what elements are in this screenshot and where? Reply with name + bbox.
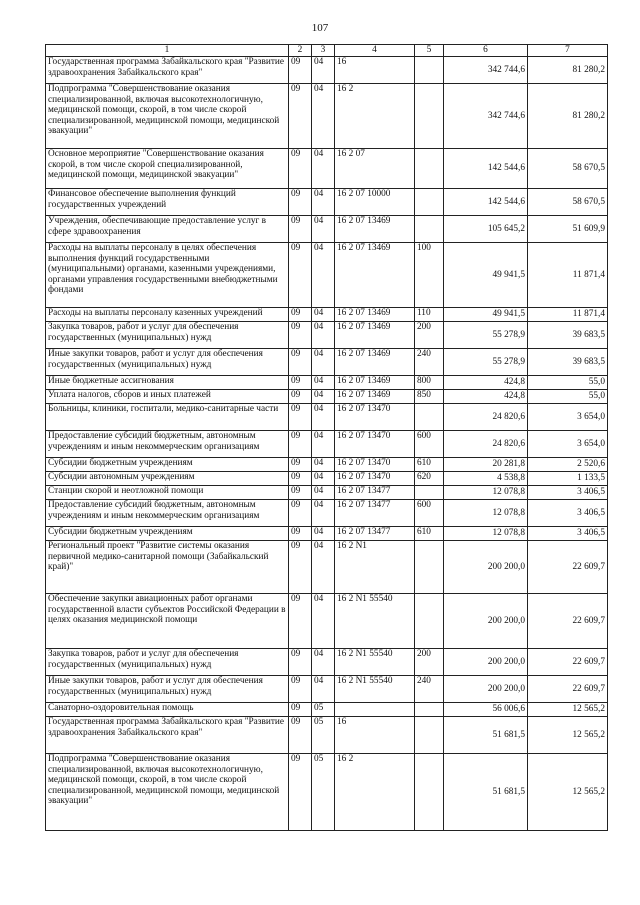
table-row: [46, 376, 608, 390]
table-row: [46, 84, 608, 149]
table-row: [46, 754, 608, 831]
subsection-code-cell: 04: [312, 472, 335, 486]
amount-executed-cell: 55,0: [528, 376, 608, 390]
column-header: 2: [289, 45, 312, 57]
row-name-cell: Иные закупки товаров, работ и услуг для обеспечения государственных (муниципальных) нужд: [46, 676, 289, 703]
amount-executed-cell: 11 871,4: [528, 243, 608, 308]
target-article-cell: 16 2 07 13470: [335, 458, 415, 472]
section-code-cell: 09: [289, 376, 312, 390]
amount-plan-cell: 12 078,8: [444, 486, 528, 500]
row-name-cell: Больницы, клиники, госпитали, медико-санитарные части: [46, 404, 289, 431]
table-row: [46, 458, 608, 472]
table-row: [46, 594, 608, 649]
target-article-cell: 16 2 07 13469: [335, 308, 415, 322]
table-row: [46, 676, 608, 703]
subsection-code-cell: 05: [312, 717, 335, 754]
section-code-cell: 09: [289, 541, 312, 594]
row-name-cell: Закупка товаров, работ и услуг для обеспечения государственных (муниципальных) нужд: [46, 649, 289, 676]
target-article-cell: 16: [335, 57, 415, 84]
section-code-cell: 09: [289, 500, 312, 527]
expense-type-cell: 620: [415, 472, 444, 486]
table-row: [46, 243, 608, 308]
expense-type-cell: 610: [415, 527, 444, 541]
section-code-cell: 09: [289, 472, 312, 486]
amount-plan-cell: 142 544,6: [444, 189, 528, 216]
column-header: 7: [528, 45, 608, 57]
row-name-cell: Основное мероприятие "Совершенствование оказания скорой, в том числе скорой специализированной, медицинской помощи, медицинской эвакуации": [46, 149, 289, 189]
target-article-cell: 16 2 07 13477: [335, 527, 415, 541]
expense-type-cell: 240: [415, 349, 444, 376]
table-row: [46, 349, 608, 376]
expense-type-cell: [415, 84, 444, 149]
table-row: [46, 717, 608, 754]
table-row: [46, 390, 608, 404]
target-article-cell: 16 2 07: [335, 149, 415, 189]
row-name-cell: Государственная программа Забайкальского края "Развитие здравоохранения Забайкальского края": [46, 57, 289, 84]
target-article-cell: 16 2 07 13470: [335, 404, 415, 431]
target-article-cell: 16 2 07 13470: [335, 431, 415, 458]
subsection-code-cell: 04: [312, 376, 335, 390]
table-row: [46, 308, 608, 322]
amount-plan-cell: 56 006,6: [444, 703, 528, 717]
amount-executed-cell: 58 670,5: [528, 189, 608, 216]
page-number: 107: [311, 22, 329, 34]
target-article-cell: 16 2 07 13469: [335, 390, 415, 404]
subsection-code-cell: 04: [312, 84, 335, 149]
target-article-cell: 16 2 07 13477: [335, 486, 415, 500]
subsection-code-cell: 04: [312, 594, 335, 649]
amount-plan-cell: 12 078,8: [444, 500, 528, 527]
section-code-cell: 09: [289, 308, 312, 322]
amount-executed-cell: 3 654,0: [528, 404, 608, 431]
expense-type-cell: 200: [415, 649, 444, 676]
row-name-cell: Иные бюджетные ассигнования: [46, 376, 289, 390]
subsection-code-cell: 04: [312, 527, 335, 541]
amount-plan-cell: 51 681,5: [444, 754, 528, 831]
expense-type-cell: 110: [415, 308, 444, 322]
table-row: [46, 404, 608, 431]
amount-plan-cell: 24 820,6: [444, 404, 528, 431]
subsection-code-cell: 04: [312, 541, 335, 594]
target-article-cell: 16 2: [335, 84, 415, 149]
target-article-cell: 16 2: [335, 754, 415, 831]
target-article-cell: 16 2 07 13469: [335, 376, 415, 390]
expense-type-cell: [415, 216, 444, 243]
amount-plan-cell: 424,8: [444, 390, 528, 404]
amount-plan-cell: 200 200,0: [444, 649, 528, 676]
subsection-code-cell: 04: [312, 500, 335, 527]
section-code-cell: 09: [289, 84, 312, 149]
target-article-cell: 16 2 07 13470: [335, 472, 415, 486]
target-article-cell: 16 2 07 13469: [335, 216, 415, 243]
amount-plan-cell: 200 200,0: [444, 676, 528, 703]
target-article-cell: 16 2 N1 55540: [335, 676, 415, 703]
row-name-cell: Уплата налогов, сборов и иных платежей: [46, 390, 289, 404]
target-article-cell: [335, 703, 415, 717]
amount-plan-cell: 424,8: [444, 376, 528, 390]
amount-plan-cell: 105 645,2: [444, 216, 528, 243]
amount-executed-cell: 81 280,2: [528, 84, 608, 149]
table-row: [46, 703, 608, 717]
subsection-code-cell: 04: [312, 649, 335, 676]
amount-executed-cell: 11 871,4: [528, 308, 608, 322]
amount-plan-cell: 20 281,8: [444, 458, 528, 472]
section-code-cell: 09: [289, 676, 312, 703]
column-header: 1: [46, 45, 289, 57]
amount-executed-cell: 22 609,7: [528, 594, 608, 649]
section-code-cell: 09: [289, 458, 312, 472]
expense-type-cell: 610: [415, 458, 444, 472]
section-code-cell: 09: [289, 431, 312, 458]
table-row: [46, 472, 608, 486]
subsection-code-cell: 04: [312, 486, 335, 500]
row-name-cell: Санаторно-оздоровительная помощь: [46, 703, 289, 717]
subsection-code-cell: 04: [312, 216, 335, 243]
section-code-cell: 09: [289, 57, 312, 84]
table-row: [46, 649, 608, 676]
table-row: [46, 322, 608, 349]
section-code-cell: 09: [289, 649, 312, 676]
amount-plan-cell: 55 278,9: [444, 322, 528, 349]
section-code-cell: 09: [289, 390, 312, 404]
amount-executed-cell: 3 654,0: [528, 431, 608, 458]
row-name-cell: Субсидии бюджетным учреждениям: [46, 527, 289, 541]
amount-executed-cell: 12 565,2: [528, 703, 608, 717]
amount-executed-cell: 22 609,7: [528, 541, 608, 594]
section-code-cell: 09: [289, 717, 312, 754]
subsection-code-cell: 04: [312, 322, 335, 349]
row-name-cell: Станции скорой и неотложной помощи: [46, 486, 289, 500]
table-row: [46, 216, 608, 243]
amount-plan-cell: 142 544,6: [444, 149, 528, 189]
expense-type-cell: 240: [415, 676, 444, 703]
subsection-code-cell: 04: [312, 57, 335, 84]
target-article-cell: 16 2 07 13469: [335, 243, 415, 308]
expense-type-cell: [415, 486, 444, 500]
amount-executed-cell: 3 406,5: [528, 527, 608, 541]
table-row: [46, 500, 608, 527]
expense-type-cell: [415, 754, 444, 831]
amount-plan-cell: 342 744,6: [444, 84, 528, 149]
amount-executed-cell: 22 609,7: [528, 676, 608, 703]
row-name-cell: Подпрограмма "Совершенствование оказания специализированной, включая высокотехнологичную, медицинской помощи, скорой, в том числе скорой специализированной, медицинской помощи, медицинской эвакуации": [46, 754, 289, 831]
expense-type-cell: [415, 541, 444, 594]
budget-table: [45, 44, 608, 831]
section-code-cell: 09: [289, 703, 312, 717]
amount-executed-cell: 12 565,2: [528, 754, 608, 831]
row-name-cell: Субсидии автономным учреждениям: [46, 472, 289, 486]
target-article-cell: 16 2 07 13469: [335, 349, 415, 376]
amount-executed-cell: 1 133,5: [528, 472, 608, 486]
amount-executed-cell: 3 406,5: [528, 500, 608, 527]
subsection-code-cell: 04: [312, 189, 335, 216]
table-row: [46, 57, 608, 84]
target-article-cell: 16 2 07 13477: [335, 500, 415, 527]
expense-type-cell: 600: [415, 500, 444, 527]
subsection-code-cell: 04: [312, 676, 335, 703]
subsection-code-cell: 04: [312, 349, 335, 376]
section-code-cell: 09: [289, 322, 312, 349]
expense-type-cell: 850: [415, 390, 444, 404]
amount-executed-cell: 55,0: [528, 390, 608, 404]
subsection-code-cell: 04: [312, 404, 335, 431]
subsection-code-cell: 04: [312, 431, 335, 458]
subsection-code-cell: 04: [312, 243, 335, 308]
amount-executed-cell: 22 609,7: [528, 649, 608, 676]
expense-type-cell: [415, 189, 444, 216]
table-row: [46, 189, 608, 216]
target-article-cell: 16: [335, 717, 415, 754]
section-code-cell: 09: [289, 243, 312, 308]
subsection-code-cell: 04: [312, 458, 335, 472]
subsection-code-cell: 05: [312, 754, 335, 831]
row-name-cell: Обеспечение закупки авиационных работ органами государственной власти субъектов Российской Федерации в целях оказания медицинской помощи: [46, 594, 289, 649]
amount-plan-cell: 200 200,0: [444, 541, 528, 594]
expense-type-cell: [415, 703, 444, 717]
table-row: [46, 527, 608, 541]
amount-plan-cell: 12 078,8: [444, 527, 528, 541]
subsection-code-cell: 05: [312, 703, 335, 717]
expense-type-cell: 600: [415, 431, 444, 458]
amount-executed-cell: 12 565,2: [528, 717, 608, 754]
row-name-cell: Государственная программа Забайкальского края "Развитие здравоохранения Забайкальского края": [46, 717, 289, 754]
column-header: 4: [335, 45, 415, 57]
expense-type-cell: [415, 594, 444, 649]
row-name-cell: Учреждения, обеспечивающие предоставление услуг в сфере здравоохранения: [46, 216, 289, 243]
table-row: [46, 431, 608, 458]
column-header: 6: [444, 45, 528, 57]
amount-plan-cell: 342 744,6: [444, 57, 528, 84]
amount-plan-cell: 24 820,6: [444, 431, 528, 458]
amount-plan-cell: 51 681,5: [444, 717, 528, 754]
expense-type-cell: [415, 404, 444, 431]
amount-executed-cell: 2 520,6: [528, 458, 608, 472]
expense-type-cell: 800: [415, 376, 444, 390]
section-code-cell: 09: [289, 404, 312, 431]
subsection-code-cell: 04: [312, 149, 335, 189]
section-code-cell: 09: [289, 216, 312, 243]
section-code-cell: 09: [289, 527, 312, 541]
table-row: [46, 486, 608, 500]
table-row: [46, 149, 608, 189]
target-article-cell: 16 2 N1 55540: [335, 594, 415, 649]
amount-executed-cell: 39 683,5: [528, 322, 608, 349]
section-code-cell: 09: [289, 754, 312, 831]
table-row: [46, 541, 608, 594]
column-header: 5: [415, 45, 444, 57]
amount-plan-cell: 4 538,8: [444, 472, 528, 486]
row-name-cell: Закупка товаров, работ и услуг для обеспечения государственных (муниципальных) нужд: [46, 322, 289, 349]
target-article-cell: 16 2 N1 55540: [335, 649, 415, 676]
row-name-cell: Региональный проект "Развитие системы оказания первичной медико-санитарной помощи (Забайкальский край)": [46, 541, 289, 594]
section-code-cell: 09: [289, 349, 312, 376]
row-name-cell: Субсидии бюджетным учреждениям: [46, 458, 289, 472]
target-article-cell: 16 2 07 10000: [335, 189, 415, 216]
row-name-cell: Подпрограмма "Совершенствование оказания специализированной, включая высокотехнологичную, медицинской помощи, скорой, в том числе скорой специализированной, медицинской помощи, медицинской эвакуации": [46, 84, 289, 149]
target-article-cell: 16 2 07 13469: [335, 322, 415, 349]
expense-type-cell: 100: [415, 243, 444, 308]
section-code-cell: 09: [289, 486, 312, 500]
row-name-cell: Расходы на выплаты персоналу казенных учреждений: [46, 308, 289, 322]
subsection-code-cell: 04: [312, 308, 335, 322]
subsection-code-cell: 04: [312, 390, 335, 404]
amount-plan-cell: 49 941,5: [444, 243, 528, 308]
row-name-cell: Предоставление субсидий бюджетным, автономным учреждениям и иным некоммерческим организациям: [46, 431, 289, 458]
amount-executed-cell: 58 670,5: [528, 149, 608, 189]
row-name-cell: Расходы на выплаты персоналу в целях обеспечения выполнения функций государственными (муниципальными) органами, казенными учреждениями, органами управления государственными внебюджетными фондами: [46, 243, 289, 308]
amount-plan-cell: 200 200,0: [444, 594, 528, 649]
amount-plan-cell: 49 941,5: [444, 308, 528, 322]
expense-type-cell: [415, 717, 444, 754]
expense-type-cell: [415, 57, 444, 84]
expense-type-cell: [415, 149, 444, 189]
section-code-cell: 09: [289, 149, 312, 189]
amount-executed-cell: 81 280,2: [528, 57, 608, 84]
amount-plan-cell: 55 278,9: [444, 349, 528, 376]
section-code-cell: 09: [289, 189, 312, 216]
amount-executed-cell: 39 683,5: [528, 349, 608, 376]
row-name-cell: Предоставление субсидий бюджетным, автономным учреждениям и иным некоммерческим организациям: [46, 500, 289, 527]
target-article-cell: 16 2 N1: [335, 541, 415, 594]
row-name-cell: Финансовое обеспечение выполнения функций государственных учреждений: [46, 189, 289, 216]
row-name-cell: Иные закупки товаров, работ и услуг для обеспечения государственных (муниципальных) нужд: [46, 349, 289, 376]
amount-executed-cell: 51 609,9: [528, 216, 608, 243]
amount-executed-cell: 3 406,5: [528, 486, 608, 500]
column-header: 3: [312, 45, 335, 57]
table-header-row: [46, 45, 608, 57]
section-code-cell: 09: [289, 594, 312, 649]
expense-type-cell: 200: [415, 322, 444, 349]
